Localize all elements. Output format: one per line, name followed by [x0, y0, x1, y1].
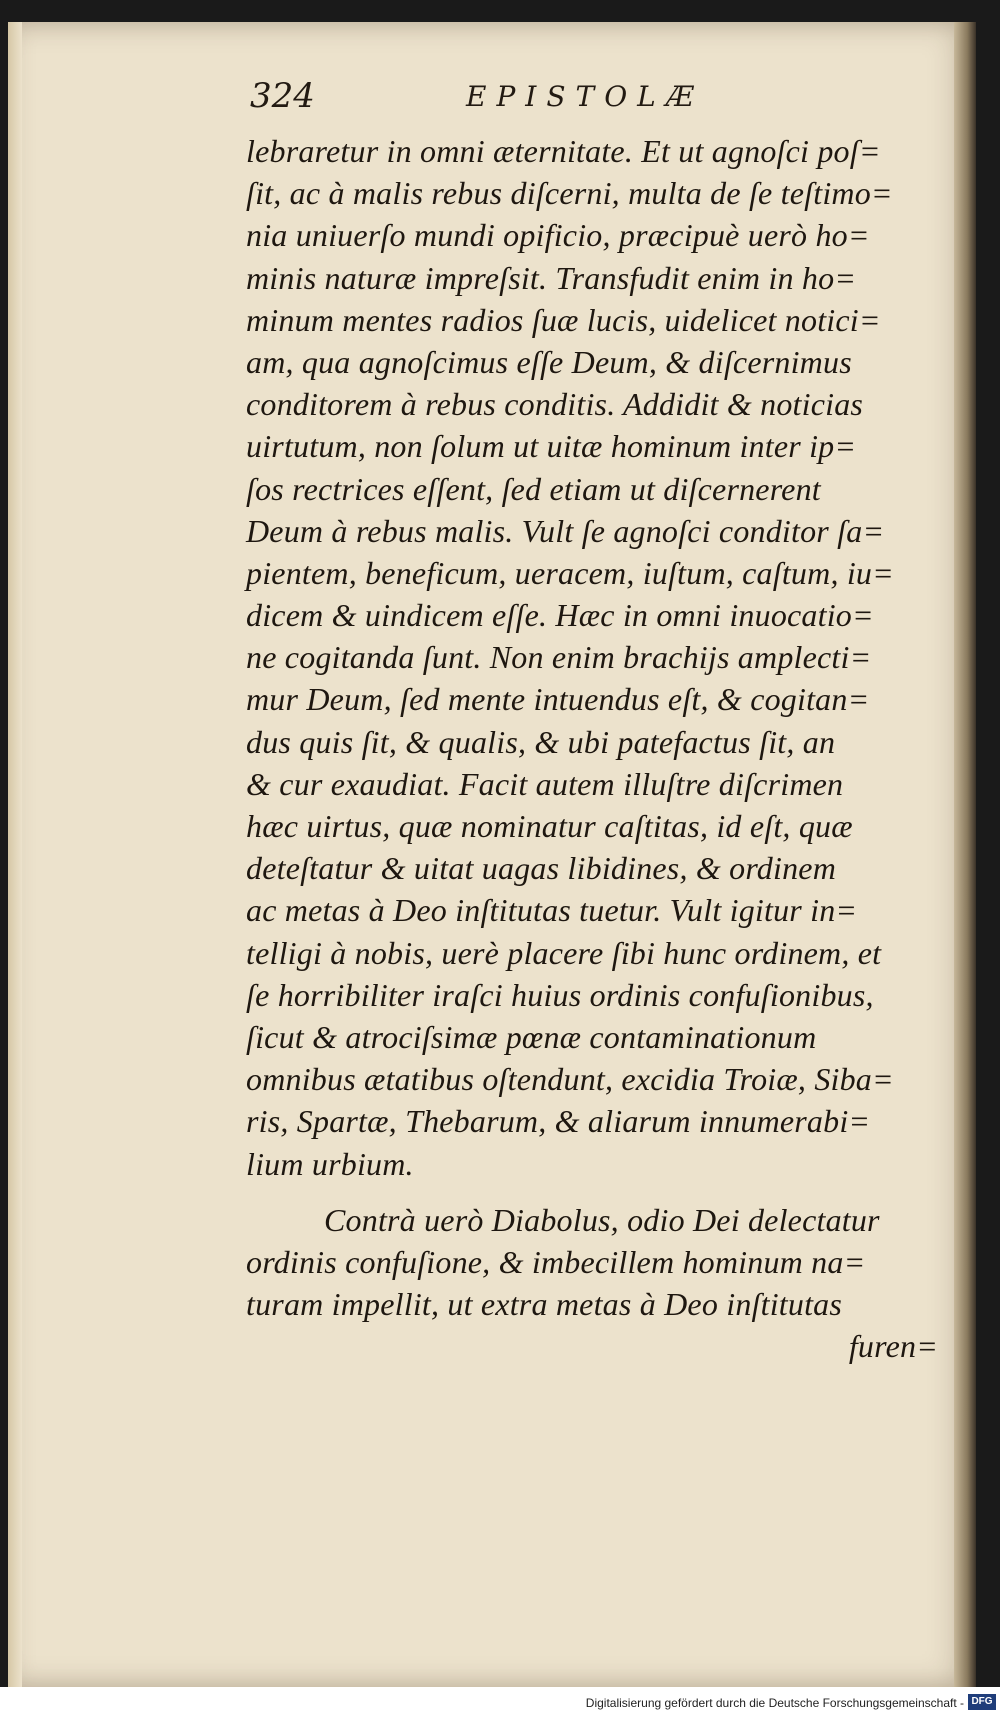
text-line: Deum à rebus malis. Vult ſe agnoſci conditor ſa=: [246, 512, 885, 549]
page-number: 324: [250, 76, 315, 116]
text-line: ris, Spartæ, Thebarum, & aliarum innumerabi=: [246, 1103, 871, 1140]
text-line: hæc uirtus, quæ nominatur caſtitas, id eſt, quæ: [246, 808, 853, 844]
paragraph-gap: [246, 1185, 946, 1199]
text-line: lium urbium.: [246, 1145, 414, 1182]
text-line: telligi à nobis, uerè placere ſibi hunc ordinem, et: [246, 934, 882, 971]
book-page: [8, 22, 976, 1687]
text-line: dus quis ſit, & qualis, & ubi patefactus ſit, an: [246, 723, 836, 760]
text-line: ſit, ac à malis rebus diſcerni, multa de ſe teſtimo=: [246, 175, 893, 212]
text-line: omnibus ætatibus oſtendunt, excidia Troiæ, Siba=: [246, 1061, 894, 1098]
page-header: [246, 70, 946, 130]
dfg-logo: DFG: [968, 1694, 996, 1710]
text-line: turam impellit, ut extra metas à Deo inſtitutas: [246, 1286, 843, 1323]
text-line: nia uniuerſo mundi opificio, præcipuè uerò ho=: [246, 217, 870, 254]
text-line: ſe horribiliter iraſci huius ordinis confuſionibus,: [246, 976, 874, 1013]
text-line: pientem, beneficum, ueracem, iuſtum, caſtum, iu=: [246, 554, 894, 591]
page-edge: [954, 22, 976, 1687]
text-line: ac metas à Deo inſtitutas tuetur. Vult igitur in=: [246, 892, 858, 929]
text-line: lebraretur in omni æternitate. Et ut agnoſci poſ=: [246, 133, 881, 169]
digitization-credit: Digitalisierung gefördert durch die Deutsche Forschungsgemeinschaft -: [585, 1696, 964, 1710]
text-line: mur Deum, ſed mente intuendus eſt, & cogitan=: [246, 681, 870, 718]
catchword: furen=: [848, 1328, 938, 1365]
text-line: am, qua agnoſcimus eſſe Deum, & diſcernimus: [246, 343, 852, 380]
text-line: dicem & uindicem eſſe. Hæc in omni inuocatio=: [246, 597, 874, 634]
footer-band: [0, 1687, 1000, 1721]
text-line: ſos rectrices eſſent, ſed etiam ut diſcernerent: [246, 470, 821, 507]
running-title: EPISTOLÆ: [466, 80, 704, 113]
page-gutter: [8, 22, 22, 1687]
text-line: minis naturæ impreſsit. Transfudit enim in ho=: [246, 259, 857, 296]
text-line: deteſtatur & uitat uagas libidines, & ordinem: [246, 850, 837, 887]
text-line: Contrà uerò Diabolus, odio Dei delectatur: [324, 1201, 880, 1238]
text-line: conditorem à rebus conditis. Addidit & noticias: [246, 386, 864, 423]
text-line: ordinis confuſione, & imbecillem hominum na=: [246, 1243, 866, 1280]
text-line: minum mentes radios ſuæ lucis, uidelicet notici=: [246, 301, 881, 338]
text-line: ſicut & atrociſsimæ pœnæ contaminationum: [246, 1018, 817, 1055]
text-line: ne cogitanda ſunt. Non enim brachijs amplecti=: [246, 639, 872, 676]
text-line: & cur exaudiat. Facit autem illuſtre diſcrimen: [246, 765, 844, 802]
text-block: [246, 130, 946, 1367]
text-line: uirtutum, non ſolum ut uitæ hominum inter ip=: [246, 428, 857, 465]
